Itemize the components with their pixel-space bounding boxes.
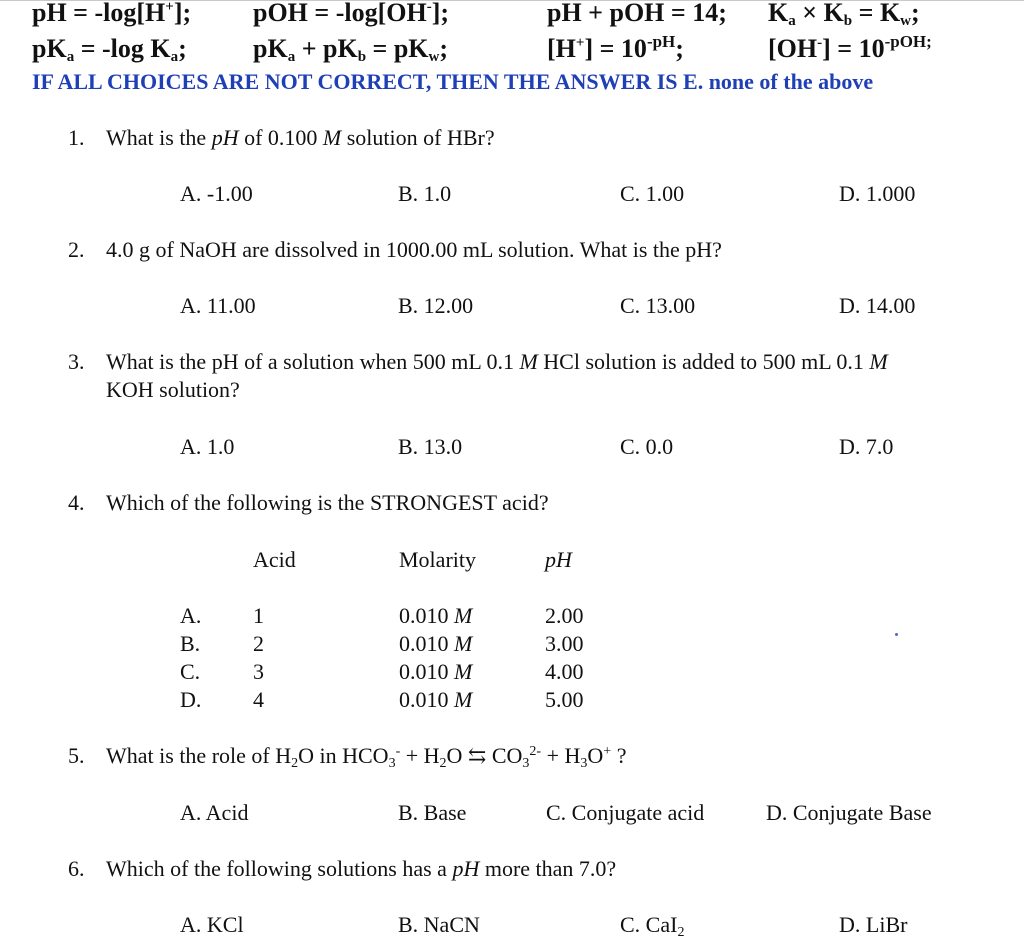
- table-row-a-acid: 1: [253, 603, 264, 628]
- table-row-a-label[interactable]: A.: [180, 603, 202, 628]
- formula-oh-concentration: $[OH^-] = 10^{-pOH;}$: [768, 32, 932, 63]
- formula-h-concentration: $[H^+] = 10^{-pH}$;: [547, 32, 684, 63]
- table-header-ph: pH: [545, 547, 572, 572]
- question-2-choice-a[interactable]: A. 11.00: [180, 293, 256, 318]
- question-4-number: 4.: [68, 490, 85, 515]
- stray-dot: [895, 633, 898, 636]
- question-3-choice-d[interactable]: D. 7.0: [839, 434, 894, 459]
- question-6-choice-b[interactable]: B. NaCN: [398, 912, 480, 937]
- question-3-text: What is the pH of a solution when 500 mL 0.1 M HCl solution is added to 500 mL 0.1 M: [106, 349, 888, 374]
- table-row-c-ph: 4.00: [545, 659, 584, 684]
- instruction-note: IF ALL CHOICES ARE NOT CORRECT, THEN THE ANSWER IS E. none of the above: [32, 69, 874, 94]
- question-3-choice-b[interactable]: B. 13.0: [398, 434, 463, 459]
- question-1-choice-c[interactable]: C. 1.00: [620, 181, 685, 206]
- question-4-text: Which of the following is the STRONGEST acid?: [106, 490, 549, 515]
- table-row-c-label[interactable]: C.: [180, 659, 201, 684]
- formula-pka-definition: $pK_a = -\log$ $K_a$;: [32, 34, 187, 65]
- table-row-d-label[interactable]: D.: [180, 687, 202, 712]
- question-3-choice-a[interactable]: A. 1.0: [180, 434, 235, 459]
- question-1-number: 1.: [68, 125, 85, 150]
- formula-ka-kb-kw: $K_a \times K_b = K_w$;: [768, 0, 920, 29]
- table-row-d-molarity: 0.010 M: [399, 687, 473, 712]
- question-5-choice-c[interactable]: C. Conjugate acid: [546, 800, 705, 825]
- table-header-molarity: Molarity: [399, 547, 476, 572]
- question-1-text: What is the pH of 0.100 M solution of HBr?: [106, 125, 495, 150]
- question-2-choice-b[interactable]: B. 12.00: [398, 293, 474, 318]
- question-3-choice-c[interactable]: C. 0.0: [620, 434, 674, 459]
- formula-ph-definition: pH = -log[H+];: [32, 0, 192, 27]
- question-5-choice-d[interactable]: D. Conjugate Base: [766, 800, 932, 825]
- question-2-choice-d[interactable]: D. 14.00: [839, 293, 916, 318]
- formula-pk-sum: $pK_a + pK_b = pK_w$;: [253, 34, 449, 65]
- table-row-b-ph: 3.00: [545, 631, 584, 656]
- question-5-choice-b[interactable]: B. Base: [398, 800, 467, 825]
- table-row-c-acid: 3: [253, 659, 264, 684]
- table-row-b-acid: 2: [253, 631, 264, 656]
- table-row-b-label[interactable]: B.: [180, 631, 201, 656]
- table-row-c-molarity: 0.010 M: [399, 659, 473, 684]
- question-6-choice-d[interactable]: D. LiBr: [839, 912, 908, 937]
- table-row-d-ph: 5.00: [545, 687, 584, 712]
- table-row-b-molarity: 0.010 M: [399, 631, 473, 656]
- question-5-text: What is the role of $H_2O$ in $HCO_3^- + H_2O$ ⇆ $CO_3^{2-} + H_3O^+$ ?: [106, 743, 627, 771]
- table-row-a-molarity: 0.010 M: [399, 603, 473, 628]
- question-6-choice-a[interactable]: A. KCl: [180, 912, 244, 937]
- question-1-choice-a[interactable]: A. -1.00: [180, 181, 253, 206]
- question-1-choice-b[interactable]: B. 1.0: [398, 181, 452, 206]
- question-3-text-line-2: KOH solution?: [106, 377, 240, 402]
- question-5-number: 5.: [68, 743, 85, 768]
- question-2-choice-c[interactable]: C. 13.00: [620, 293, 696, 318]
- table-header-acid: Acid: [253, 547, 296, 572]
- question-1-choice-d[interactable]: D. 1.000: [839, 181, 916, 206]
- question-6-choice-c[interactable]: C. CaI$_2$: [620, 912, 685, 940]
- question-6-text: Which of the following solutions has a pH more than 7.0?: [106, 856, 617, 881]
- question-6-number: 6.: [68, 856, 85, 881]
- question-2-text: 4.0 g of NaOH are dissolved in 1000.00 mL solution. What is the pH?: [106, 237, 722, 262]
- equilibrium-arrow-icon: ⇆: [467, 743, 487, 768]
- question-3-number: 3.: [68, 349, 85, 374]
- question-5-choice-a[interactable]: A. Acid: [180, 800, 249, 825]
- table-row-a-ph: 2.00: [545, 603, 584, 628]
- table-row-d-acid: 4: [253, 687, 264, 712]
- formula-ph-poh-sum: pH + pOH = 14;: [547, 0, 727, 27]
- question-2-number: 2.: [68, 237, 85, 262]
- formula-poh-definition: pOH = -log[OH-];: [253, 0, 450, 27]
